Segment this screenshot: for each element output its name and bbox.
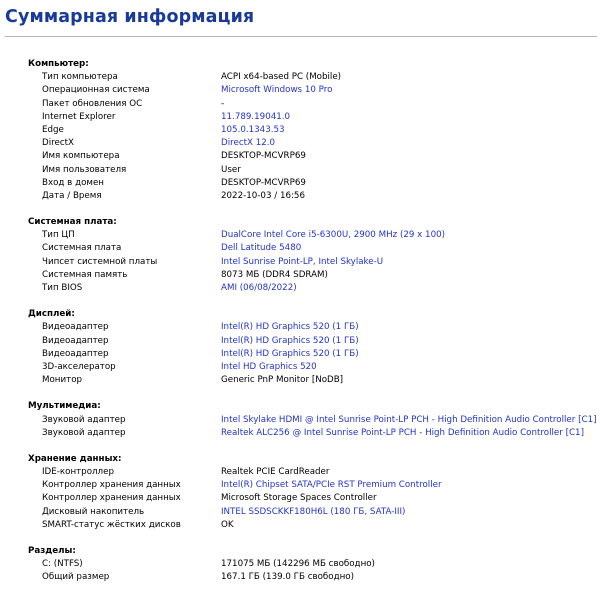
section-header: Компьютер: [28, 59, 89, 69]
row-value-link[interactable]: INTEL SSDSCKKF180H6L (180 ГБ, SATA-III) [221, 506, 406, 517]
row-value: ACPI x64-based PC (Mobile) [221, 72, 342, 83]
row-label: Вход в домен [42, 177, 104, 188]
info-row [28, 321, 598, 334]
info-row [28, 348, 598, 361]
section-header: Хранение данных: [28, 453, 122, 464]
row-value-link[interactable]: 105.0.1343.53 [221, 124, 285, 135]
info-row [28, 124, 598, 137]
row-label: Звуковой адаптер [42, 414, 126, 425]
info-row [28, 164, 598, 177]
info-row [28, 519, 598, 532]
row-value: DESKTOP-MCVRP69 [221, 151, 306, 162]
row-label: Тип ЦП [42, 230, 75, 241]
row-label: Видеоадаптер [42, 335, 109, 346]
row-label: Имя компьютера [42, 151, 120, 162]
row-label: Видеоадаптер [42, 348, 109, 359]
row-label: Монитор [42, 375, 83, 386]
info-row [28, 111, 598, 124]
section-header: Системная плата: [28, 217, 117, 228]
row-value: - [221, 98, 225, 109]
row-label: C: (NTFS) [42, 559, 83, 570]
row-value-link[interactable]: DirectX 12.0 [221, 138, 276, 149]
section-header: Разделы: [28, 546, 76, 556]
row-label: Контроллер хранения данных [42, 493, 181, 504]
section-header: Дисплей: [28, 309, 75, 320]
info-row [28, 84, 598, 97]
title-divider [5, 36, 597, 37]
row-value: Microsoft Storage Spaces Controller [221, 493, 377, 504]
info-row [28, 361, 598, 374]
row-label: Чипсет системной платы [42, 256, 158, 267]
summary-content [28, 58, 598, 598]
info-row [28, 414, 598, 427]
row-label: DirectX [42, 138, 74, 149]
section-partitions [28, 545, 598, 585]
section-computer [28, 58, 598, 203]
row-label: Edge [42, 124, 64, 135]
row-label: Видеоадаптер [42, 322, 109, 333]
row-value-link[interactable]: Microsoft Windows 10 Pro [221, 85, 333, 96]
row-value-link[interactable]: Realtek ALC256 @ Intel Sunrise Point-LP PCH - High Definition Audio Controller [C1] [221, 427, 584, 438]
row-label: 3D-акселератор [42, 361, 116, 372]
info-row [28, 374, 598, 387]
row-value-link[interactable]: Intel(R) Chipset SATA/PCIe RST Premium Controller [221, 480, 442, 491]
info-row [28, 71, 598, 84]
row-value: 2022-10-03 / 16:56 [221, 190, 305, 201]
info-row [28, 492, 598, 505]
info-row [28, 335, 598, 348]
info-row [28, 137, 598, 150]
row-value-link[interactable]: Intel Sunrise Point-LP, Intel Skylake-U [221, 256, 384, 267]
row-value: 8073 МБ (DDR4 SDRAM) [221, 269, 328, 280]
info-row [28, 282, 598, 295]
info-row [28, 229, 598, 242]
row-value: 171075 МБ (142296 МБ свободно) [221, 559, 375, 570]
info-row [28, 558, 598, 571]
row-value-link[interactable]: Dell Latitude 5480 [221, 243, 302, 254]
info-row [28, 466, 598, 479]
row-label: Контроллер хранения данных [42, 480, 181, 491]
info-row [28, 571, 598, 584]
row-value: User [221, 164, 241, 175]
row-label: Дата / Время [42, 190, 102, 201]
info-row [28, 150, 598, 163]
section-header: Мультимедиа: [28, 401, 101, 412]
info-row [28, 242, 598, 255]
row-label: Операционная система [42, 85, 150, 96]
section-motherboard [28, 216, 598, 295]
info-row [28, 98, 598, 111]
row-value: 167.1 ГБ (139.0 ГБ свободно) [221, 572, 354, 583]
info-row [28, 269, 598, 282]
info-row [28, 190, 598, 203]
row-label: Системная память [42, 269, 128, 280]
row-label: Пакет обновления ОС [42, 98, 143, 109]
row-value-link[interactable]: DualCore Intel Core i5-6300U, 2900 MHz (29 x 100) [221, 230, 446, 241]
row-label: SMART-статус жёстких дисков [42, 519, 181, 530]
info-row [28, 479, 598, 492]
info-row [28, 427, 598, 440]
row-value: Generic PnP Monitor [NoDB] [221, 375, 344, 386]
row-label: Общий размер [42, 572, 110, 583]
row-label: Дисковый накопитель [42, 506, 145, 517]
row-value: OK [221, 519, 234, 530]
row-value-link[interactable]: Intel(R) HD Graphics 520 (1 ГБ) [221, 335, 359, 346]
row-value-link[interactable]: Intel(R) HD Graphics 520 (1 ГБ) [221, 322, 359, 333]
row-label: Тип BIOS [42, 283, 83, 293]
page-title: Суммарная информация [5, 7, 255, 27]
row-value-link[interactable]: Intel Skylake HDMI @ Intel Sunrise Point-LP PCH - High Definition Audio Controller [C1] [221, 414, 597, 425]
row-label: Системная плата [42, 243, 122, 254]
row-value-link[interactable]: Intel(R) HD Graphics 520 (1 ГБ) [221, 348, 359, 359]
info-row [28, 256, 598, 269]
row-value-link[interactable]: Intel HD Graphics 520 [221, 361, 317, 372]
info-row [28, 506, 598, 519]
row-label: Тип компьютера [42, 72, 118, 83]
row-value: Realtek PCIE CardReader [221, 467, 330, 478]
row-value: DESKTOP-MCVRP69 [221, 177, 306, 188]
section-display [28, 308, 598, 387]
row-value-link[interactable]: AMI (06/08/2022) [221, 283, 297, 293]
row-label: Звуковой адаптер [42, 427, 126, 438]
row-label: IDE-контроллер [42, 467, 114, 478]
row-value-link[interactable]: 11.789.19041.0 [221, 111, 291, 122]
row-label: Internet Explorer [42, 111, 116, 122]
info-row [28, 177, 598, 190]
row-label: Имя пользователя [42, 164, 127, 175]
section-multimedia [28, 400, 598, 440]
section-storage [28, 453, 598, 532]
